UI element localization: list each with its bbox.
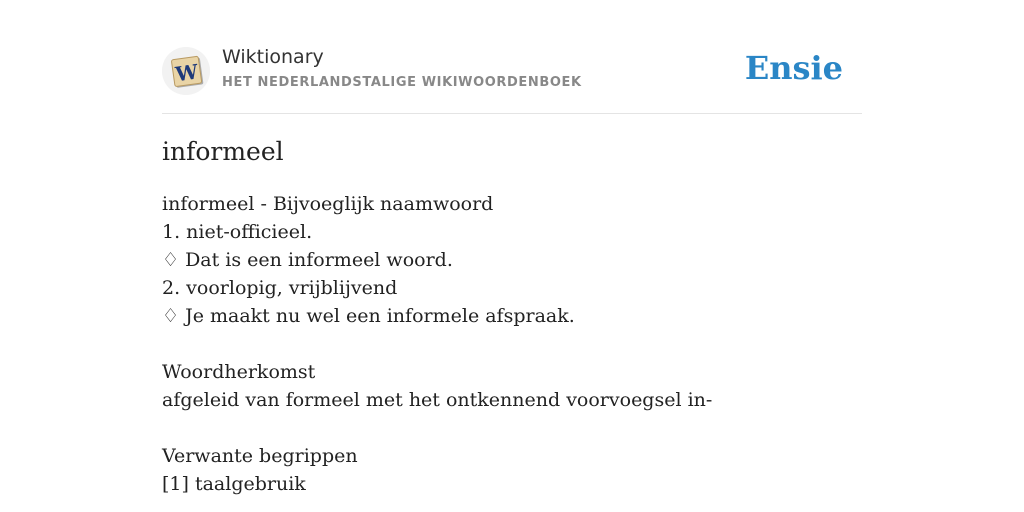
entry-line-related-term: [1] taalgebruik	[162, 473, 306, 495]
entry-body	[162, 190, 712, 498]
entry-line-etymology: afgeleid van formeel met het ontkennend voorvoegsel in-	[162, 389, 713, 411]
entry-line-related-heading: Verwante begrippen	[162, 445, 358, 467]
entry-title: informeel	[162, 137, 284, 166]
source-header	[162, 0, 862, 114]
entry-line-spacer	[162, 414, 712, 442]
ensie-brand-link[interactable]: Ensie	[744, 49, 843, 87]
site-name: Wiktionary	[222, 46, 324, 68]
wiktionary-logo-icon	[162, 47, 210, 95]
entry-line-sense-1: 1. niet-officieel.	[162, 221, 313, 243]
entry-line-sense-2: 2. voorlopig, vrijblijvend	[162, 277, 398, 299]
entry-line-etymology-heading: Woordherkomst	[162, 361, 316, 383]
entry-line-example-1: ♢ Dat is een informeel woord.	[162, 249, 453, 271]
page	[162, 0, 862, 512]
entry-line-example-2: ♢ Je maakt nu wel een informele afspraak.	[162, 305, 575, 327]
entry-line-spacer	[162, 330, 712, 358]
svg-text:W: W	[173, 59, 200, 87]
entry-line-definition-header: informeel - Bijvoeglijk naamwoord	[162, 193, 494, 215]
site-tagline: HET NEDERLANDSTALIGE WIKIWOORDENBOEK	[222, 75, 582, 90]
